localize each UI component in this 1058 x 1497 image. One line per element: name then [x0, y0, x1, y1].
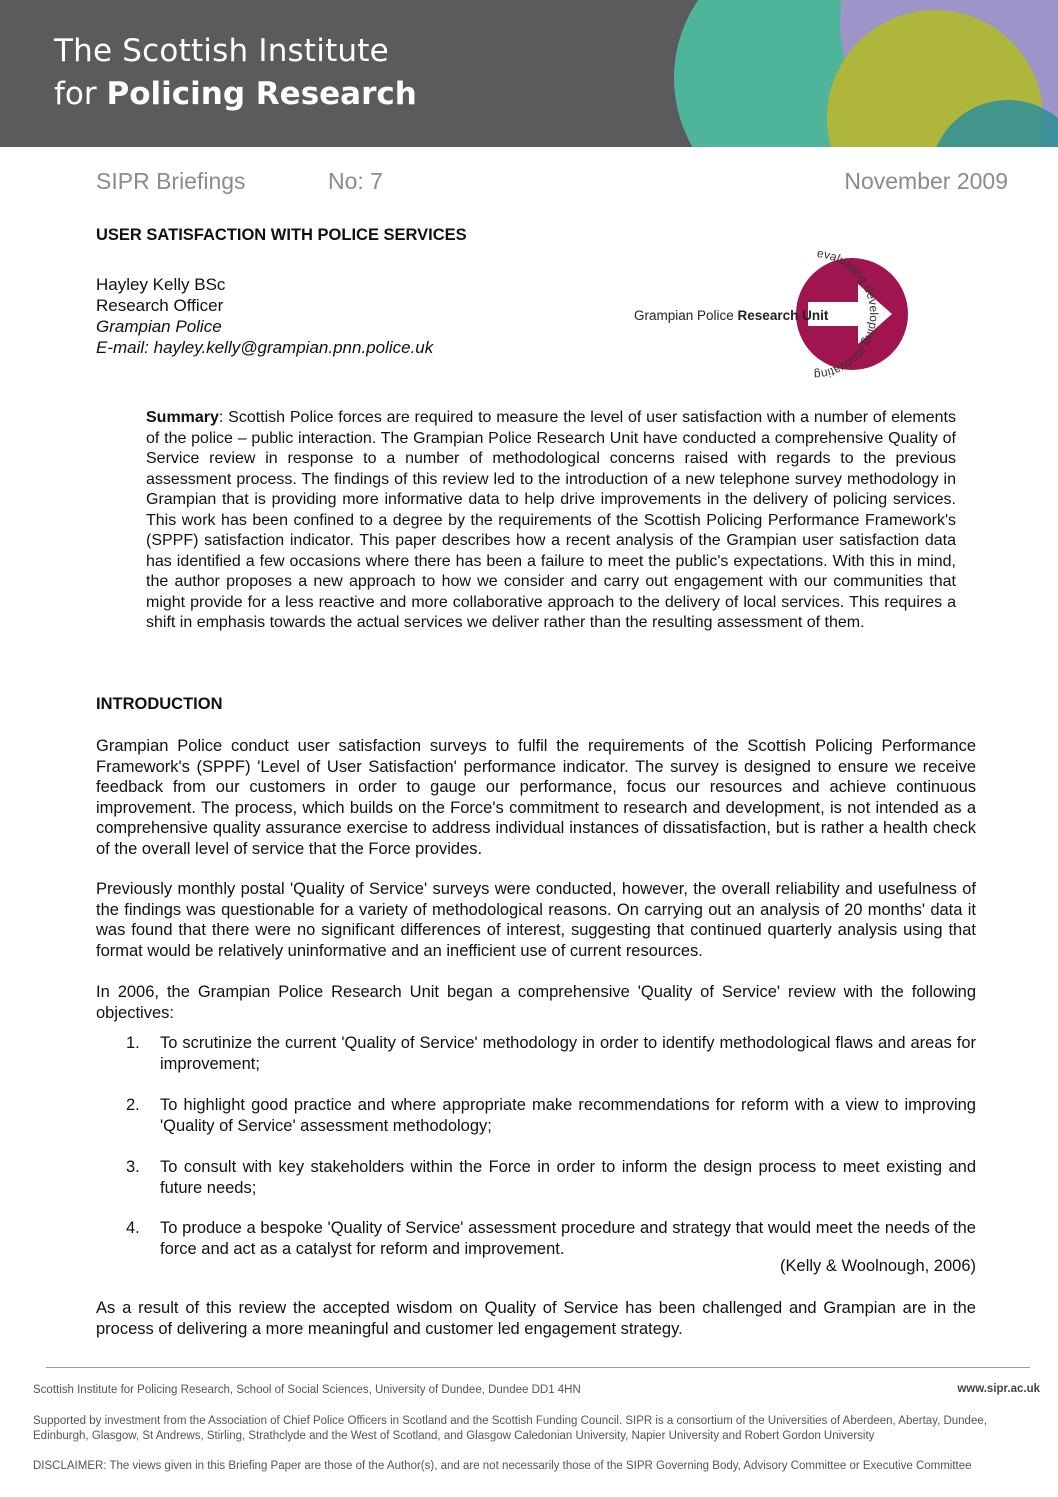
- header-banner: [0, 0, 1058, 147]
- objective-item: [126, 1157, 976, 1198]
- footer-support-text: Supported by investment from the Association of Chief Police Officers in Scotland and the Scottish Funding Council. SIPR is a consortium of the Universities of Aberdeen, Abertay, Dundee, Edinburgh, Glasgow, St Andrews, Stirling, Strathclyde and the West of Scotland, and Glasgow Caledonian University, Napier University and Robert Gordon University: [33, 1415, 987, 1442]
- institute-name-line2: [54, 73, 417, 116]
- summary-paragraph: [146, 408, 956, 634]
- document-title: USER SATISFACTION WITH POLICE SERVICES: [96, 226, 467, 244]
- objective-number: 3.: [126, 1158, 140, 1176]
- citation: (Kelly & Woolnough, 2006): [780, 1257, 976, 1275]
- research-unit-logo: [630, 244, 920, 384]
- objective-text: To produce a bespoke 'Quality of Service' assessment procedure and strategy that would meet the needs of the force and act as a catalyst for reform and improvement.: [160, 1219, 976, 1258]
- objective-item: [126, 1218, 976, 1259]
- logo-unit-text: [634, 308, 829, 323]
- institute-name-bold: Policing Research: [106, 76, 417, 112]
- briefing-date: November 2009: [844, 168, 1008, 194]
- author-email[interactable]: E-mail: hayley.kelly@grampian.pnn.police.uk: [96, 338, 434, 357]
- summary-lead: Summary: [146, 409, 219, 426]
- objective-number: 1.: [126, 1034, 140, 1052]
- intro-paragraph-3: In 2006, the Grampian Police Research Unit began a comprehensive 'Quality of Service' review with the following objectives:: [96, 983, 976, 1022]
- intro-paragraph-2: Previously monthly postal 'Quality of Service' surveys were conducted, however, the overall reliability and usefulness of the findings was questionable for a variety of methodological reasons. On carrying out an analysis of 20 months' data it was found that there were no significant differences of interest, suggesting that continued quarterly analysis using that format would be relatively uninformative and an inefficient use of current resources.: [96, 880, 976, 960]
- objective-text: To scrutinize the current 'Quality of Service' methodology in order to identify methodological flaws and areas for improvement;: [160, 1034, 976, 1073]
- author-name: Hayley Kelly BSc: [96, 275, 226, 294]
- section-heading-introduction: INTRODUCTION: [96, 695, 223, 713]
- objective-text: To consult with key stakeholders within the Force in order to inform the design process to meet existing and future needs;: [160, 1158, 976, 1197]
- logo-unit-prefix: Grampian Police: [634, 308, 738, 323]
- footer-disclaimer: DISCLAIMER: The views given in this Briefing Paper are those of the Author(s), and are not necessarily those of the SIPR Governing Body, Advisory Committee or Executive Committee: [33, 1460, 972, 1472]
- briefing-number: No: 7: [328, 168, 383, 194]
- objective-item: [126, 1095, 976, 1136]
- institute-name: [54, 30, 417, 116]
- objective-number: 4.: [126, 1219, 140, 1237]
- institute-name-prefix: for: [54, 76, 107, 112]
- institute-name-line1: The Scottish Institute: [54, 33, 389, 69]
- objective-item: [126, 1033, 976, 1074]
- author-block: [96, 274, 433, 358]
- intro-paragraph-1: Grampian Police conduct user satisfaction surveys to fulfil the requirements of the Scottish Policing Performance Framework's (SPPF) 'Level of User Satisfaction' performance indicator. The survey is designed to ensure we receive feedback from our customers in order to gauge our performance, focus our resources and achieve continuous improvement. The process, which builds on the Force's commitment to research and development, is not intended as a comprehensive quality assurance exercise to address individual instances of dissatisfaction, but is rather a health check of the overall level of service that the Force provides.: [96, 737, 976, 858]
- footer-divider: [46, 1367, 1030, 1368]
- author-role: Research Officer: [96, 296, 224, 315]
- objective-number: 2.: [126, 1096, 140, 1114]
- briefing-series: SIPR Briefings: [96, 168, 246, 194]
- footer-website-link[interactable]: www.sipr.ac.uk: [957, 1383, 1040, 1395]
- footer-address: Scottish Institute for Policing Research, School of Social Sciences, University of Dundee, Dundee DD1 4HN: [33, 1384, 581, 1396]
- logo-arc-textpath: evaluating developing innovating: [813, 246, 882, 383]
- author-organisation: Grampian Police: [96, 317, 222, 336]
- summary-text: : Scottish Police forces are required to measure the level of user satisfaction with a number of elements of the police – public interaction. The Grampian Police Research Unit have conducted a comprehensive Quality of Service review in response to a number of methodological concerns raised with regards to the previous assessment process. The findings of this review led to the introduction of a new telephone survey methodology in Grampian that is providing more informative data to help drive improvements in the delivery of policing services. This work has been confined to a degree by the requirements of the Scottish Policing Performance Framework's (SPPF) satisfaction indicator. This paper describes how a recent analysis of the Grampian user satisfaction data has identified a few occasions where there has been a failure to meet the public's expectations. With this in mind, the author proposes a new approach to how we consider and carry out engagement with our communities that might provide for a less reactive and more collaborative approach to the delivery of local services. This requires a shift in emphasis towards the actual services we deliver rather than the resulting assessment of them.: [146, 409, 956, 631]
- intro-paragraph-4: As a result of this review the accepted wisdom on Quality of Service has been challenged and Grampian are in the process of delivering a more meaningful and customer led engagement strategy.: [96, 1299, 976, 1338]
- objective-text: To highlight good practice and where appropriate make recommendations for reform with a view to improving 'Quality of Service' assessment methodology;: [160, 1096, 976, 1135]
- logo-unit-bold: Research Unit: [737, 308, 829, 323]
